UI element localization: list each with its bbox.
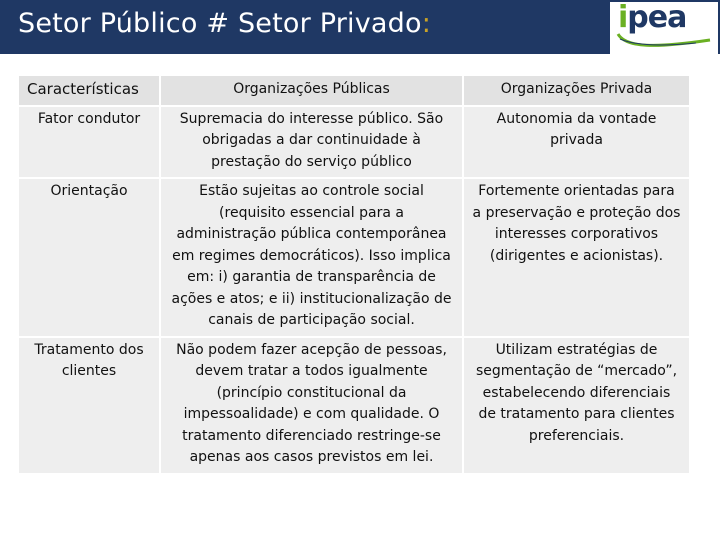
ipea-logo [610,2,718,58]
slide-title-colon: : [421,8,431,39]
row-label: Fator condutor [19,107,161,178]
cell-privada: Utilizam estratégias de segmentação de “mercado”, estabelecendo diferenciais de tratamento para clientes preferenciais. [464,338,689,473]
header-organizacoes-privada: Organizações Privada [464,76,689,105]
slide-title [18,8,431,39]
row-label: Orientação [19,179,161,336]
comparison-table [19,74,689,475]
cell-publicas: Estão sujeitas ao controle social (requisito essencial para a administração pública contemporânea em regimes democráticos). Isso implica em: i) garantia de transparência de ações e atos; e ii) institucionalização de canais de participação social. [161,179,464,336]
table-row [19,107,689,178]
row-label: Tratamento dos clientes [19,338,161,473]
table-row [19,338,689,473]
table-header-row [19,76,689,105]
cell-publicas: Supremacia do interesse público. São obrigadas a dar continuidade à prestação do serviço público [161,107,464,178]
ipea-logo-rest: pea [627,0,687,35]
cell-publicas: Não podem fazer acepção de pessoas, devem tratar a todos igualmente (princípio constitucional da impessoalidade) e com qualidade. O tratamento diferenciado restringe-se apenas aos casos previstos em lei. [161,338,464,473]
ipea-logo-i: i [618,0,628,35]
cell-privada: Fortemente orientadas para a preservação e proteção dos interesses corporativos (dirigentes e acionistas). [464,179,689,336]
cell-privada: Autonomia da vontade privada [464,107,689,178]
slide-title-text: Setor Público # Setor Privado [18,8,422,39]
header-caracteristicas: Características [19,76,161,105]
logo-swoosh-icon [616,30,712,48]
table-row [19,179,689,336]
header-organizacoes-publicas: Organizações Públicas [161,76,464,105]
